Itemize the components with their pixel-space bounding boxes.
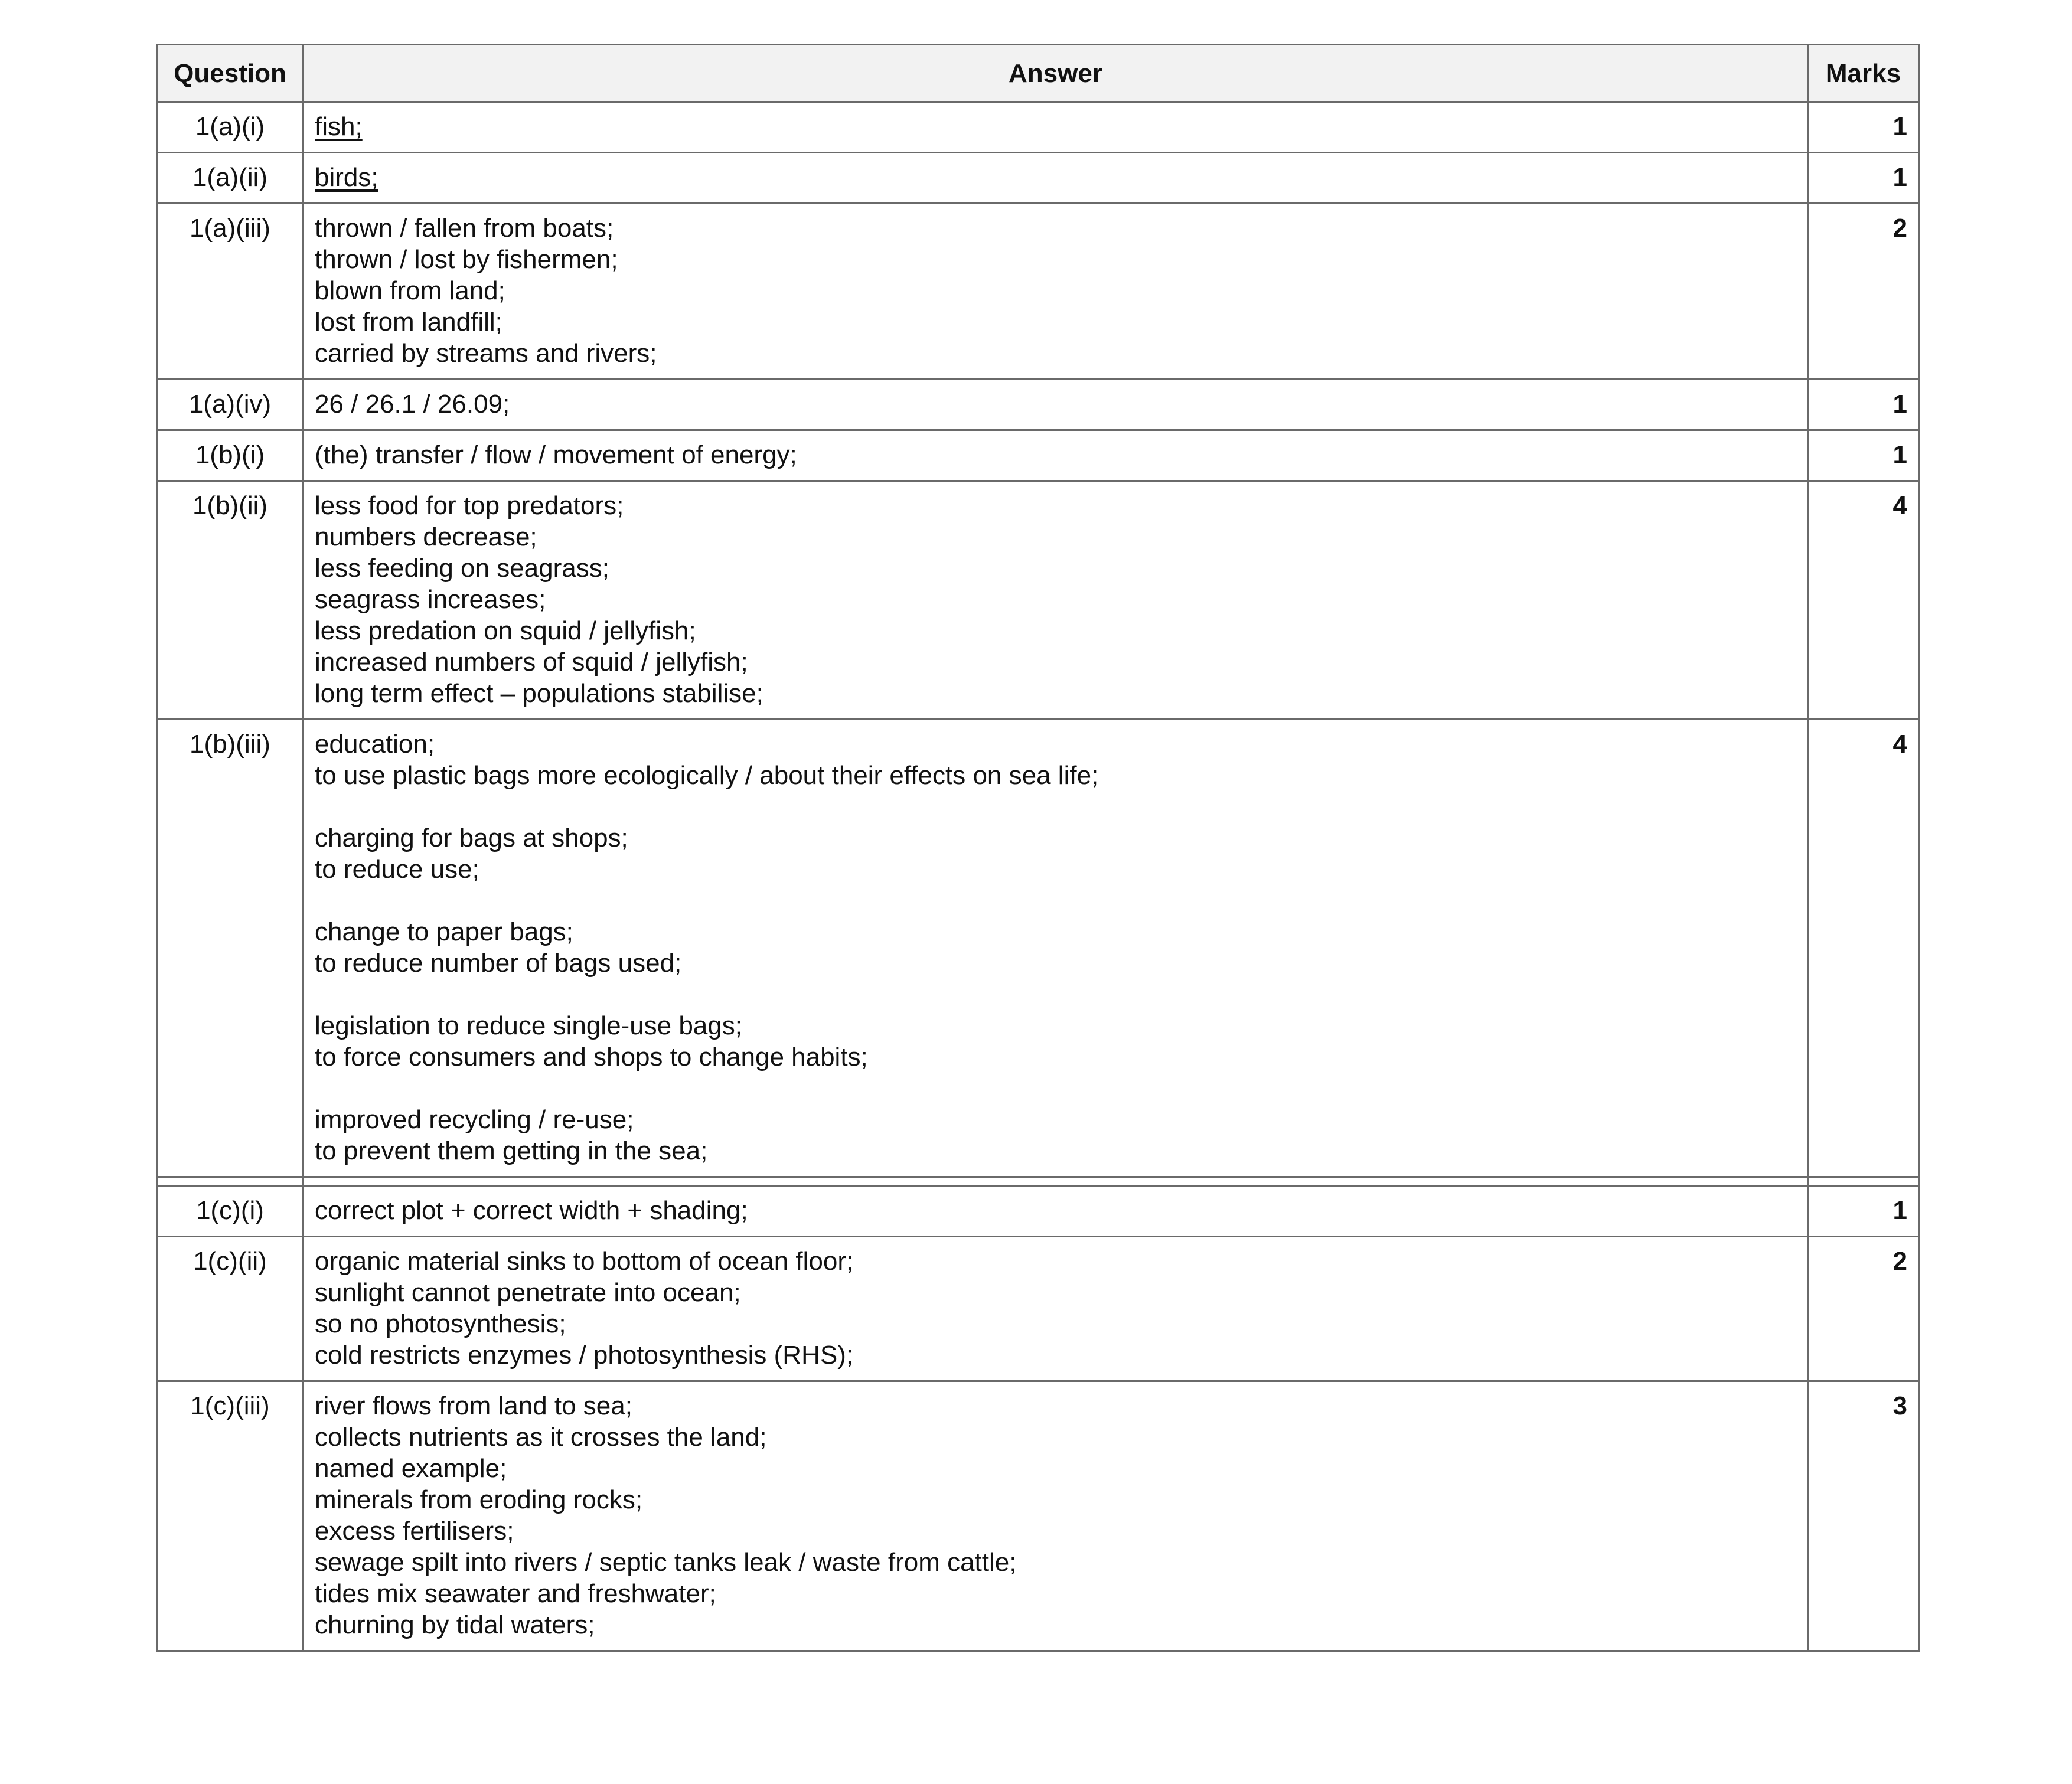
answer-line: to prevent them getting in the sea; [315,1136,708,1165]
answer-line: less predation on squid / jellyfish; [315,616,696,645]
answer-line: sewage spilt into rivers / septic tanks leak / waste from cattle; [315,1548,1017,1577]
answer-line: minerals from eroding rocks; [315,1485,643,1514]
answer-line: education; [315,730,435,759]
answer-line: correct plot + correct width + shading; [315,1196,748,1225]
table-row [157,1381,1919,1651]
answer-line: numbers decrease; [315,522,537,551]
answer-line: collects nutrients as it crosses the land; [315,1423,767,1452]
answer-line: to use plastic bags more ecologically / about their effects on sea life; [315,761,1099,790]
table-row [157,102,1919,153]
table-row [157,1237,1919,1381]
question-number: 1(a)(ii) [157,153,304,204]
answer-cell [304,720,1808,1177]
table-row [157,1186,1919,1237]
marks-value: 4 [1808,481,1919,720]
question-number: 1(a)(i) [157,102,304,153]
answer-line: to reduce number of bags used; [315,949,682,978]
question-column-header: Question [157,45,304,102]
gap-cell [304,1177,1808,1186]
answer-cell [304,204,1808,380]
answer-cell [304,481,1808,720]
question-number: 1(a)(iii) [157,204,304,380]
marks-value: 1 [1808,102,1919,153]
answer-line: legislation to reduce single-use bags; [315,1011,743,1040]
answer-cell [304,1186,1808,1237]
table-row [157,380,1919,430]
table-row [157,153,1919,204]
question-number: 1(b)(iii) [157,720,304,1177]
answer-line: to reduce use; [315,855,479,884]
gap-cell [1808,1177,1919,1186]
answer-cell [304,1381,1808,1651]
gap-cell [157,1177,304,1186]
answer-column-header: Answer [304,45,1808,102]
blank-line [315,885,1796,916]
marks-value: 1 [1808,380,1919,430]
table-row [157,720,1919,1177]
question-number: 1(c)(i) [157,1186,304,1237]
marks-value: 1 [1808,153,1919,204]
answer-cell [304,430,1808,481]
answer-line: less feeding on seagrass; [315,554,609,583]
answer-line: charging for bags at shops; [315,824,628,852]
answer-line: improved recycling / re-use; [315,1105,634,1134]
answer-line: to force consumers and shops to change habits; [315,1043,868,1071]
answer-line: thrown / fallen from boats; [315,214,614,243]
answer-line: lost from landfill; [315,308,502,336]
answer-line: churning by tidal waters; [315,1610,595,1639]
answer-line: thrown / lost by fishermen; [315,245,618,274]
question-number: 1(c)(ii) [157,1237,304,1381]
answer-line: blown from land; [315,276,505,305]
answer-line: seagrass increases; [315,585,546,614]
answer-line: excess fertilisers; [315,1517,514,1546]
answer-line: change to paper bags; [315,917,573,946]
marks-value: 4 [1808,720,1919,1177]
question-number: 1(b)(ii) [157,481,304,720]
answer-line: 26 / 26.1 / 26.09; [315,390,510,419]
table-row [157,481,1919,720]
header-row [157,45,1919,102]
blank-line [315,1073,1796,1104]
answer-line: organic material sinks to bottom of ocean floor; [315,1247,854,1276]
answer-line: long term effect – populations stabilise; [315,679,763,708]
answer-cell [304,380,1808,430]
answer-line: birds; [315,163,378,192]
answer-line: (the) transfer / flow / movement of energy; [315,440,797,469]
marks-value: 3 [1808,1381,1919,1651]
answer-cell [304,102,1808,153]
marks-value: 1 [1808,430,1919,481]
marks-value: 1 [1808,1186,1919,1237]
marks-value: 2 [1808,204,1919,380]
answer-line: river flows from land to sea; [315,1391,632,1420]
answer-line: cold restricts enzymes / photosynthesis (RHS); [315,1341,854,1370]
answer-line: so no photosynthesis; [315,1309,566,1338]
answer-line: carried by streams and rivers; [315,339,657,368]
answer-line: fish; [315,112,363,141]
question-number: 1(b)(i) [157,430,304,481]
table-row [157,204,1919,380]
marks-value: 2 [1808,1237,1919,1381]
marks-column-header: Marks [1808,45,1919,102]
mark-scheme-table [156,44,1920,1652]
answer-cell [304,1237,1808,1381]
answer-line: tides mix seawater and freshwater; [315,1579,716,1608]
question-number: 1(c)(iii) [157,1381,304,1651]
answer-line: less food for top predators; [315,491,624,520]
answer-line: sunlight cannot penetrate into ocean; [315,1278,741,1307]
answer-cell [304,153,1808,204]
blank-line [315,979,1796,1010]
answer-line: increased numbers of squid / jellyfish; [315,648,748,677]
blank-line [315,791,1796,822]
table-row [157,430,1919,481]
table-gap [157,1177,1919,1186]
answer-line: named example; [315,1454,507,1483]
question-number: 1(a)(iv) [157,380,304,430]
